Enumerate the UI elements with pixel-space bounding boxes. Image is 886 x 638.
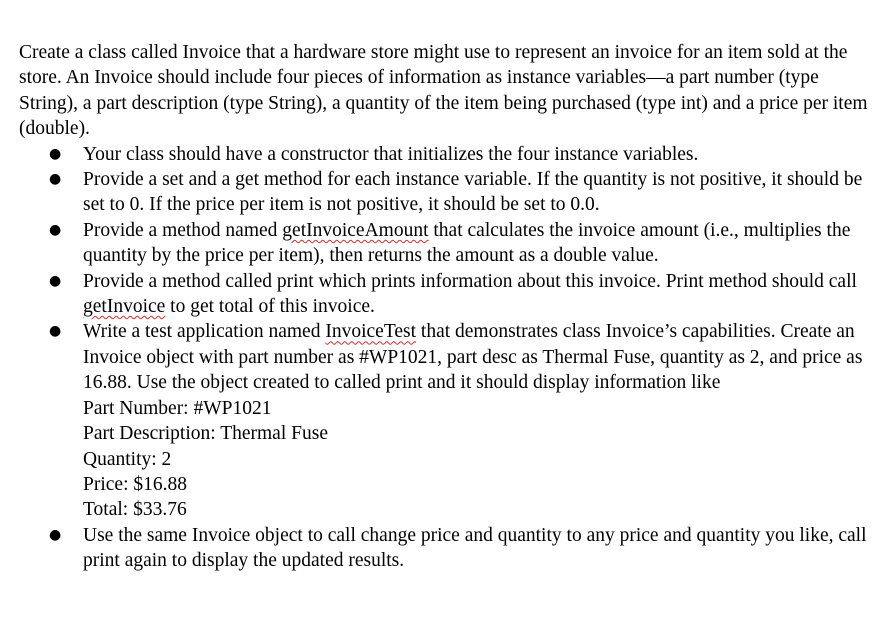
- sample-output-line-price: Price: $16.88: [83, 473, 187, 495]
- list-item: [19, 269, 871, 320]
- method-name-getinvoice: getInvoice: [83, 296, 166, 318]
- list-item: [19, 319, 871, 522]
- bullet-icon: ●: [49, 221, 62, 238]
- text-run: that calculates the invoice amount (i.e., multiplies the quantity by the price per item), then returns the amount as a double value.: [83, 219, 851, 267]
- text-run: Provide a method named: [83, 219, 283, 241]
- list-item-text: [83, 271, 857, 317]
- class-name-invoicetest: InvoiceTest: [325, 321, 417, 343]
- text-run: that demonstrates class Invoice’s capabilities. Create an Invoice object with part number as #WP1021, part desc as Thermal Fuse, quantity as 2, and price as 16.88. Use the object created to called print and it should display information like: [83, 321, 863, 394]
- list-item-text: [83, 321, 862, 393]
- list-item-text: Provide a set and a get method for each instance variable. If the quantity is not positive, it should be set to 0. If the price per item is not positive, it should be set to 0.0.: [83, 169, 863, 216]
- text-run: Write a test application named: [83, 321, 326, 343]
- sample-output-line-part-number: Part Number: #WP1021: [83, 397, 272, 419]
- list-item-text: Use the same Invoice object to call change price and quantity to any price and quantity you like, call print again to display the updated results.: [83, 524, 867, 572]
- method-name-getinvoiceamount: getInvoiceAmount: [282, 219, 429, 241]
- list-item: [19, 142, 871, 167]
- requirements-list: [19, 142, 871, 574]
- text-run: to get total of this invoice.: [165, 296, 375, 318]
- text-run: Provide a method called print which prints information about this invoice. Print method should call: [83, 270, 857, 292]
- bullet-icon: ●: [49, 526, 62, 543]
- list-item: [19, 523, 871, 574]
- list-item-text: Your class should have a constructor that initializes the four instance variables.: [83, 143, 699, 165]
- bullet-icon: ●: [49, 323, 62, 340]
- sample-output-line-quantity: Quantity: 2: [83, 448, 172, 470]
- list-item: [19, 218, 871, 269]
- document-body: [19, 40, 871, 574]
- list-item-text: [83, 220, 850, 266]
- bullet-icon: ●: [49, 145, 62, 162]
- sample-output-line-part-description: Part Description: Thermal Fuse: [83, 423, 328, 445]
- sample-output-line-total: Total: $33.76: [83, 499, 187, 521]
- intro-paragraph: Create a class called Invoice that a hardware store might use to represent an invoice for an item sold at the store. An Invoice should include four pieces of information as instance variables—a part number (type String), a part description (type String), a quantity of the item being purchased (type int) and a price per item (double).: [19, 42, 868, 140]
- bullet-icon: ●: [49, 272, 62, 289]
- bullet-icon: ●: [49, 171, 62, 188]
- list-item: [19, 167, 871, 218]
